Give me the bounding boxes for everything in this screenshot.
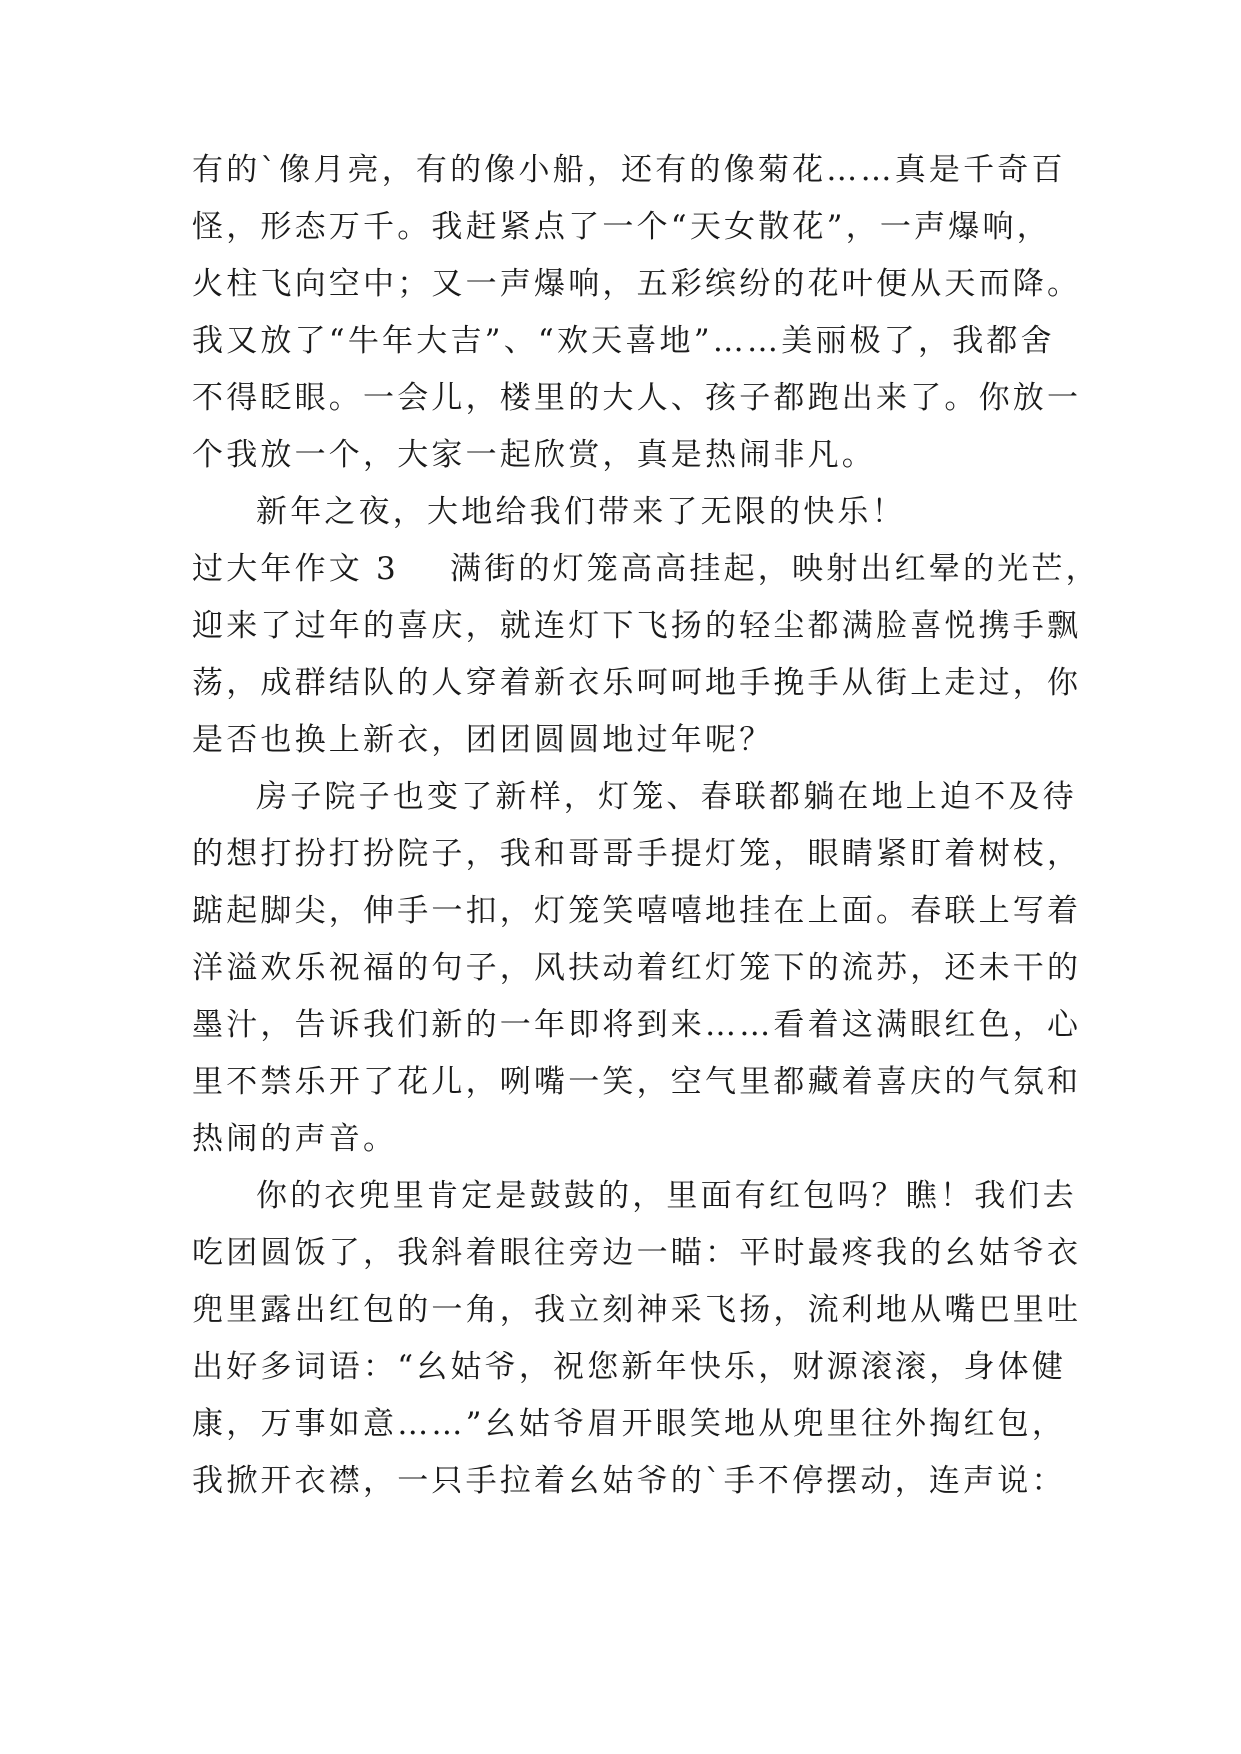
text-line: 墨汁，告诉我们新的一年即将到来……看着这满眼红色，心	[192, 1007, 1082, 1043]
text-line: 里不禁乐开了花儿，咧嘴一笑，空气里都藏着喜庆的气氛和	[192, 1064, 1082, 1100]
text-line: 吃团圆饭了，我斜着眼往旁边一瞄：平时最疼我的幺姑爷衣	[192, 1235, 1082, 1271]
text-line: 房子院子也变了新样，灯笼、春联都躺在地上迫不及待	[256, 779, 1077, 815]
text-line: 不得眨眼。一会儿，楼里的大人、孩子都跑出来了。你放一	[192, 380, 1082, 416]
text-line: 的想打扮打扮院子，我和哥哥手提灯笼，眼睛紧盯着树枝，	[192, 836, 1082, 872]
text-line: 我又放了“牛年大吉”、“欢天喜地”……美丽极了，我都舍	[192, 323, 1055, 359]
text-line: 洋溢欢乐祝福的句子，风扶动着红灯笼下的流苏，还未干的	[192, 950, 1082, 986]
text-line: 踮起脚尖，伸手一扣，灯笼笑嘻嘻地挂在上面。春联上写着	[192, 893, 1082, 929]
text-line: 我掀开衣襟，一只手拉着幺姑爷的`手不停摆动，连声说：	[192, 1463, 1066, 1499]
text-line: 康，万事如意……”幺姑爷眉开眼笑地从兜里往外掏红包，	[192, 1406, 1067, 1442]
text-line: 出好多词语：“幺姑爷，祝您新年快乐，财源滚滚，身体健	[192, 1349, 1067, 1385]
text-line: 热闹的声音。	[192, 1121, 398, 1157]
text-line: 满街的灯笼高高挂起，映射出红晕的光芒，	[450, 551, 1100, 587]
text-line: 你的衣兜里肯定是鼓鼓的，里面有红包吗？瞧！我们去	[256, 1178, 1077, 1214]
essay-title: 过大年作文 3	[192, 551, 399, 587]
text-line: 迎来了过年的喜庆，就连灯下飞扬的轻尘都满脸喜悦携手飘	[192, 608, 1082, 644]
text-line: 荡，成群结队的人穿着新衣乐呵呵地手挽手从街上走过，你	[192, 665, 1082, 701]
text-line: 火柱飞向空中；又一声爆响，五彩缤纷的花叶便从天而降。	[192, 266, 1082, 302]
text-line: 怪，形态万千。我赶紧点了一个“天女散花”，一声爆响，	[192, 209, 1051, 245]
text-line: 是否也换上新衣，团团圆圆地过年呢？	[192, 722, 774, 758]
text-line: 有的`像月亮，有的像小船，还有的像菊花……真是千奇百	[192, 152, 1066, 188]
text-line: 个我放一个，大家一起欣赏，真是热闹非凡。	[192, 437, 876, 473]
text-line: 新年之夜，大地给我们带来了无限的快乐！	[256, 494, 906, 530]
text-line: 兜里露出红包的一角，我立刻神采飞扬，流利地从嘴巴里吐	[192, 1292, 1082, 1328]
